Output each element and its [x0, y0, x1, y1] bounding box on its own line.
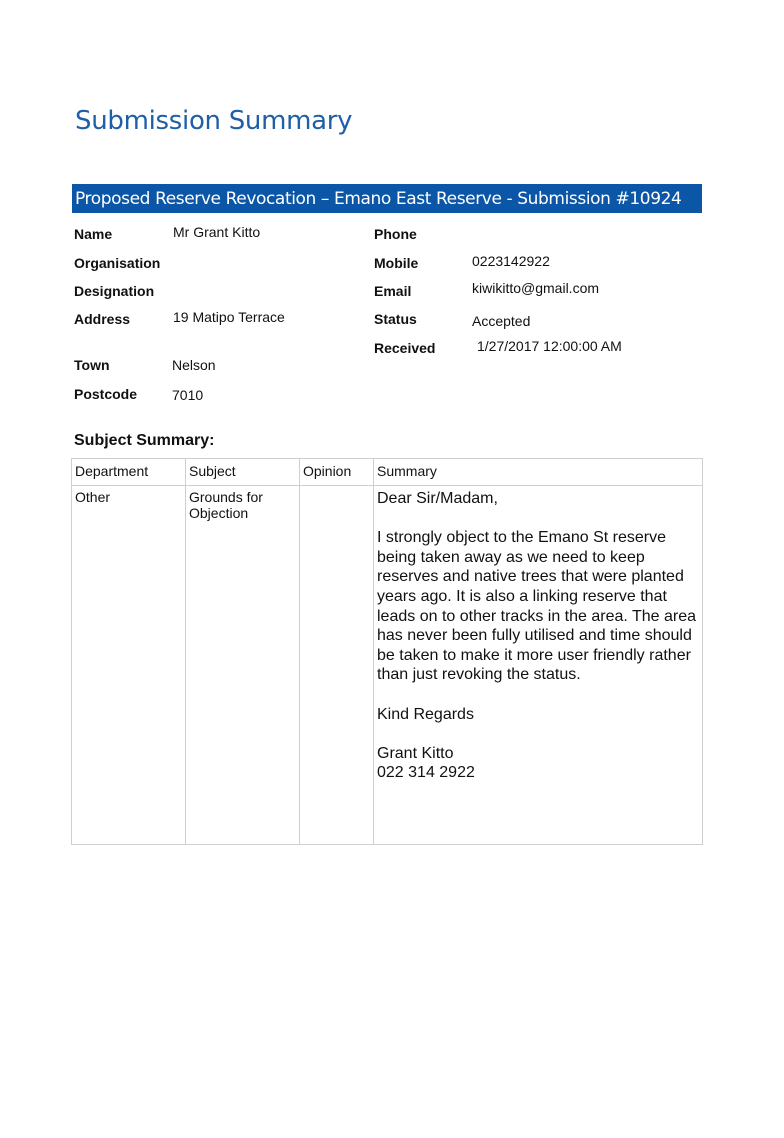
page-title: Submission Summary	[75, 106, 353, 136]
submission-banner: Proposed Reserve Revocation – Emano East Reserve - Submission #10924	[72, 184, 702, 213]
status-label: Status	[374, 311, 417, 327]
letter-greeting: Dear Sir/Madam,	[377, 490, 498, 507]
organisation-label: Organisation	[74, 255, 161, 271]
column-header-opinion: Opinion	[300, 459, 374, 486]
name-label: Name	[74, 226, 113, 242]
address-value: 19 Matipo Terrace	[173, 309, 285, 325]
letter-closing: Kind Regards	[377, 705, 474, 723]
letter-signature: Grant Kitto 022 314 2922	[377, 744, 475, 782]
address-label: Address	[74, 311, 131, 327]
town-label: Town	[74, 357, 110, 373]
subject-summary-table	[71, 458, 703, 845]
column-header-department: Department	[72, 459, 186, 486]
postcode-value: 7010	[172, 387, 204, 403]
mobile-label: Mobile	[374, 255, 419, 271]
subject-summary-heading: Subject Summary:	[74, 432, 215, 449]
name-value: Mr Grant Kitto	[173, 224, 261, 240]
email-label: Email	[374, 283, 412, 299]
received-value: 1/27/2017 12:00:00 AM	[477, 338, 622, 354]
mobile-value: 0223142922	[472, 253, 550, 269]
summary-cell	[374, 486, 703, 845]
subject-cell: Grounds for Objection	[186, 486, 300, 845]
column-header-summary: Summary	[374, 459, 703, 486]
opinion-cell	[300, 486, 374, 845]
designation-label: Designation	[74, 283, 155, 299]
postcode-label: Postcode	[74, 386, 138, 402]
letter-body: I strongly object to the Emano St reserve being taken away as we need to keep reserves and native trees that were planted years ago. It is also a linking reserve that leads on to other tracks in the area. The area has never been fully utilised and time should be taken to make it more user friendly rather than just revoking the status.	[377, 529, 697, 684]
status-value: Accepted	[472, 313, 531, 329]
received-label: Received	[374, 340, 436, 356]
town-value: Nelson	[172, 357, 216, 373]
table-row	[72, 486, 703, 845]
phone-label: Phone	[374, 226, 417, 242]
table-header-row	[72, 459, 703, 486]
email-value: kiwikitto@gmail.com	[472, 280, 600, 296]
column-header-subject: Subject	[186, 459, 300, 486]
department-cell: Other	[72, 486, 186, 845]
summary-letter	[377, 489, 699, 783]
